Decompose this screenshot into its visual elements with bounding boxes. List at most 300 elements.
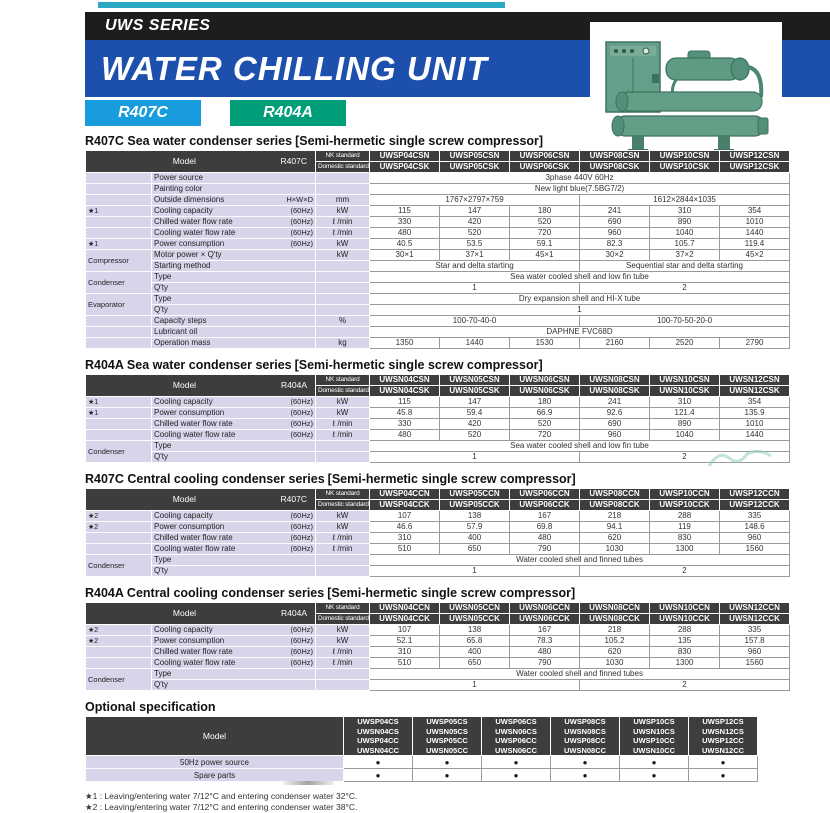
model-code: UWSP05CS	[426, 717, 468, 726]
unit-label: ℓ /min	[316, 544, 370, 555]
section-title-bracket: [Semi-hermetic single screw compressor]	[327, 586, 576, 600]
unit-label: kW	[316, 511, 370, 522]
model-code: UWSN06CSK	[510, 386, 580, 397]
model-code: UWSP05CCN	[440, 489, 510, 500]
row-label: Q'ty	[154, 282, 168, 292]
row-label-cell	[152, 283, 316, 294]
model-code: UWSP04CCN	[370, 489, 440, 500]
value-cell: 46.6	[370, 522, 440, 533]
value-cell: 720	[510, 430, 580, 441]
unit-label	[316, 305, 370, 316]
table-header-row	[86, 151, 790, 162]
section-title-bracket: [Semi-hermetic single screw compressor]	[294, 358, 543, 372]
table-row	[86, 647, 790, 658]
table-row	[86, 636, 790, 647]
value-cell: 138	[440, 511, 510, 522]
value-cell: 1560	[720, 544, 790, 555]
value-cell: 218	[580, 511, 650, 522]
model-code: UWSP08CSK	[580, 162, 650, 173]
row-label-cell	[152, 625, 316, 636]
section-title-text: R404A Sea water condenser series	[85, 358, 292, 372]
row-sublabel: (60Hz)	[290, 544, 314, 554]
row-label: Power consumption	[154, 521, 225, 531]
model-code: UWSN04CSN	[370, 375, 440, 386]
group-label	[86, 647, 152, 658]
model-code: UWSP10CSK	[650, 162, 720, 173]
row-sublabel: H×W×D	[286, 195, 314, 205]
row-label: 50Hz power source	[86, 756, 344, 769]
model-label: Model	[172, 156, 196, 167]
table-row	[86, 533, 790, 544]
model-code: UWSN10CSN	[650, 375, 720, 386]
row-label-cell	[152, 430, 316, 441]
group-label: Evaporator	[86, 294, 152, 316]
unit-label	[316, 283, 370, 294]
unit-label: kW	[316, 239, 370, 250]
model-header-inner	[88, 609, 313, 618]
row-label-wrap	[154, 453, 313, 461]
row-label-cell	[152, 680, 316, 691]
model-code: UWSN04CSK	[370, 386, 440, 397]
model-header-cell: Model	[86, 717, 344, 756]
value-cell: 94.1	[580, 522, 650, 533]
row-label-cell	[152, 228, 316, 239]
model-code: UWSN05CCK	[440, 614, 510, 625]
unit-label	[316, 441, 370, 452]
group-label	[86, 184, 152, 195]
model-code: UWSP05CCK	[440, 500, 510, 511]
model-code: UWSN06CCK	[510, 614, 580, 625]
availability-dot: ●	[344, 756, 413, 769]
model-code: UWSP10CCK	[650, 500, 720, 511]
value-cell: 354	[720, 397, 790, 408]
table-row	[86, 419, 790, 430]
unit-label: ℓ /min	[316, 228, 370, 239]
group-label	[86, 533, 152, 544]
model-code: UWSP12CC	[702, 736, 744, 745]
value-cell: 960	[720, 533, 790, 544]
table-row	[86, 305, 790, 316]
table-row	[86, 397, 790, 408]
model-code: UWSN05CC	[425, 745, 469, 755]
model-code: UWSN05CS	[426, 726, 468, 736]
unit-label: %	[316, 316, 370, 327]
value-cell: 890	[650, 217, 720, 228]
model-code: UWSN12CC	[701, 745, 745, 755]
table-row	[86, 511, 790, 522]
value-cell-span3: 1	[370, 452, 580, 463]
row-label-cell	[152, 511, 316, 522]
row-sublabel: (60Hz)	[290, 419, 314, 429]
row-label-cell	[152, 338, 316, 349]
standard-label: Domestic standard	[316, 500, 370, 511]
section-title	[85, 134, 761, 148]
value-cell: 310	[370, 647, 440, 658]
row-label: Capacity steps	[154, 315, 207, 325]
table-row	[86, 261, 790, 272]
group-label	[86, 217, 152, 228]
row-label-wrap	[154, 523, 313, 531]
table-row	[86, 217, 790, 228]
model-label: Model	[172, 380, 197, 391]
model-header-cell	[86, 489, 316, 511]
unit-label: kW	[316, 636, 370, 647]
value-cell-span6: Sea water cooled shell and low fin tube	[370, 441, 790, 452]
model-code-stack	[689, 717, 758, 756]
value-cell: 1040	[650, 228, 720, 239]
row-label-cell	[152, 452, 316, 463]
model-code-stack	[482, 717, 551, 756]
model-code: UWSP12CS	[702, 717, 744, 726]
row-label-wrap	[154, 409, 313, 417]
model-code: UWSP06CS	[495, 717, 537, 726]
value-cell-span6: Sea water cooled shell and low fin tube	[370, 272, 790, 283]
model-code: UWSN06CSN	[510, 375, 580, 386]
spec-table	[85, 602, 790, 691]
unit-label: ℓ /min	[316, 658, 370, 669]
standard-label: NK standard	[316, 151, 370, 162]
value-cell-span3: 1	[370, 283, 580, 294]
unit-label	[316, 272, 370, 283]
value-cell: 138	[440, 625, 510, 636]
value-cell: 45×1	[510, 250, 580, 261]
value-cell: 52.1	[370, 636, 440, 647]
unit-label: ℓ /min	[316, 217, 370, 228]
model-code: UWSN06CCN	[510, 603, 580, 614]
value-cell: 480	[370, 228, 440, 239]
availability-dot: ●	[413, 756, 482, 769]
row-label-wrap	[154, 240, 313, 248]
value-cell: 241	[580, 397, 650, 408]
star-mark	[86, 239, 152, 250]
model-code: UWSP08CCK	[580, 500, 650, 511]
model-code-stack	[413, 717, 482, 756]
value-cell: 45×2	[720, 250, 790, 261]
model-code: UWSN10CCK	[650, 614, 720, 625]
value-cell: 157.8	[720, 636, 790, 647]
row-label: Type	[154, 554, 172, 564]
value-cell-span6: Water cooled shell and finned tubes	[370, 555, 790, 566]
star-symbol: ★1	[88, 207, 99, 215]
star-symbol: ★2	[88, 523, 99, 531]
group-label: Condenser	[86, 555, 152, 577]
row-label: Type	[154, 668, 172, 678]
value-cell: 960	[580, 430, 650, 441]
model-code: UWSP10CSN	[650, 151, 720, 162]
spec-section	[85, 472, 780, 577]
spec-section	[85, 586, 780, 691]
unit-label: ℓ /min	[316, 430, 370, 441]
model-code: UWSN05CSN	[440, 375, 510, 386]
row-label-wrap	[154, 556, 313, 564]
row-label: Q'ty	[154, 304, 168, 314]
table-row	[86, 250, 790, 261]
unit-label: ℓ /min	[316, 533, 370, 544]
row-label-cell	[152, 408, 316, 419]
value-cell: 690	[580, 419, 650, 430]
value-cell: 690	[580, 217, 650, 228]
value-cell: 107	[370, 625, 440, 636]
model-code: UWSP12CCN	[720, 489, 790, 500]
row-label-wrap	[154, 626, 313, 634]
model-header-inner	[88, 381, 313, 390]
model-code: UWSN12CSN	[720, 375, 790, 386]
row-label: Spare parts	[86, 769, 344, 782]
value-cell: 480	[510, 647, 580, 658]
table-row	[86, 769, 758, 782]
value-cell: 40.5	[370, 239, 440, 250]
availability-dot: ●	[482, 756, 551, 769]
value-cell: 121.4	[650, 408, 720, 419]
model-code: UWSP12CSN	[720, 151, 790, 162]
value-cell: 37×1	[440, 250, 510, 261]
star-symbol: ★2	[88, 512, 99, 520]
row-sublabel: (60Hz)	[290, 206, 314, 216]
value-cell: 1350	[370, 338, 440, 349]
model-code: UWSP08CS	[564, 717, 606, 726]
group-label	[86, 419, 152, 430]
star-mark	[86, 522, 152, 533]
row-label-cell	[152, 327, 316, 338]
row-sublabel: (60Hz)	[290, 522, 314, 532]
model-code: UWSP12CSK	[720, 162, 790, 173]
star-mark	[86, 625, 152, 636]
model-code: UWSP08CCN	[580, 489, 650, 500]
model-code: UWSP08CC	[564, 736, 606, 745]
row-label-wrap	[154, 398, 313, 406]
row-label-cell	[152, 217, 316, 228]
row-sublabel: (60Hz)	[290, 217, 314, 227]
model-label: Model	[172, 494, 196, 505]
table-header-row	[86, 603, 790, 614]
standard-label: Domestic standard	[316, 386, 370, 397]
row-sublabel: (60Hz)	[290, 533, 314, 543]
value-cell: 180	[510, 397, 580, 408]
value-cell-span3: 1767×2797×759	[370, 195, 580, 206]
value-cell: 119.4	[720, 239, 790, 250]
value-cell-span6: Water cooled shell and finned tubes	[370, 669, 790, 680]
value-cell: 354	[720, 206, 790, 217]
star-mark	[86, 206, 152, 217]
table-row	[86, 452, 790, 463]
model-code: UWSN08CC	[563, 745, 607, 755]
standard-label: NK standard	[316, 489, 370, 500]
group-label	[86, 316, 152, 327]
value-cell: 288	[650, 625, 720, 636]
model-code: UWSN04CCN	[370, 603, 440, 614]
unit-label	[316, 669, 370, 680]
row-label-cell	[152, 261, 316, 272]
row-label: Power source	[154, 172, 203, 182]
value-cell: 2160	[580, 338, 650, 349]
value-cell: 135.9	[720, 408, 790, 419]
model-code: UWSP05CSN	[440, 151, 510, 162]
row-label-cell	[152, 173, 316, 184]
tab-r404a-label: R404A	[263, 104, 313, 121]
value-cell: 57.9	[440, 522, 510, 533]
model-code: UWSN10CS	[633, 726, 675, 736]
unit-label: mm	[316, 195, 370, 206]
value-cell: 1030	[580, 544, 650, 555]
value-cell: 2790	[720, 338, 790, 349]
green-ink-stamp-mark	[705, 444, 775, 479]
value-cell: 119	[650, 522, 720, 533]
row-label-cell	[152, 533, 316, 544]
table-row	[86, 338, 790, 349]
star-symbol: ★2	[88, 626, 99, 634]
tab-r407c-label: R407C	[118, 104, 168, 121]
star-symbol: ★1	[88, 409, 99, 417]
row-sublabel: (60Hz)	[290, 658, 314, 668]
row-label: Cooling capacity	[154, 510, 213, 520]
unit-label: kW	[316, 408, 370, 419]
value-cell: 148.6	[720, 522, 790, 533]
model-code: UWSP06CC	[495, 736, 537, 745]
unit-label: ℓ /min	[316, 419, 370, 430]
model-code: UWSN12CS	[702, 726, 744, 736]
unit-label: kW	[316, 206, 370, 217]
value-cell: 2520	[650, 338, 720, 349]
row-label: Operation mass	[154, 337, 211, 347]
table-row	[86, 625, 790, 636]
row-label-wrap	[154, 339, 313, 347]
value-cell-span3: 2	[580, 566, 790, 577]
value-cell: 115	[370, 206, 440, 217]
row-label: Cooling water flow rate	[154, 543, 236, 553]
model-code: UWSN12CCN	[720, 603, 790, 614]
value-cell: 105.7	[650, 239, 720, 250]
spec-section	[85, 358, 780, 463]
unit-label	[316, 566, 370, 577]
model-code-stack	[620, 717, 689, 756]
row-label-cell	[152, 522, 316, 533]
row-label: Cooling capacity	[154, 205, 213, 215]
value-cell: 330	[370, 419, 440, 430]
value-cell: 330	[370, 217, 440, 228]
model-code: UWSP04CC	[357, 736, 399, 745]
value-cell: 1030	[580, 658, 650, 669]
value-cell: 78.3	[510, 636, 580, 647]
model-code: UWSN04CCK	[370, 614, 440, 625]
unit-label	[316, 294, 370, 305]
model-header-cell	[86, 151, 316, 173]
group-label: Condenser	[86, 441, 152, 463]
row-label-wrap	[154, 262, 313, 270]
value-cell-span3: 2	[580, 680, 790, 691]
value-cell: 147	[440, 397, 510, 408]
value-cell: 69.8	[510, 522, 580, 533]
row-label-wrap	[154, 273, 313, 281]
row-label-wrap	[154, 218, 313, 226]
unit-label	[316, 555, 370, 566]
row-label-wrap	[154, 512, 313, 520]
page-title: WATER CHILLING UNIT	[101, 49, 488, 87]
row-sublabel: (60Hz)	[290, 636, 314, 646]
value-cell: 180	[510, 206, 580, 217]
value-cell: 167	[510, 625, 580, 636]
row-sublabel: (60Hz)	[290, 430, 314, 440]
model-code: UWSP06CCN	[510, 489, 580, 500]
row-label: Q'ty	[154, 565, 168, 575]
value-cell: 830	[650, 647, 720, 658]
table-row	[86, 316, 790, 327]
row-label-cell	[152, 669, 316, 680]
model-code: UWSN08CSN	[580, 375, 650, 386]
row-label-wrap	[154, 207, 313, 215]
row-label-cell	[152, 250, 316, 261]
row-label-cell	[152, 316, 316, 327]
tab-r404a	[230, 100, 346, 126]
model-code: UWSN10CSK	[650, 386, 720, 397]
value-cell: 310	[370, 533, 440, 544]
standard-label: NK standard	[316, 603, 370, 614]
row-label: Cooling water flow rate	[154, 227, 236, 237]
row-label: Cooling capacity	[154, 624, 213, 634]
unit-label	[316, 327, 370, 338]
model-header-inner	[88, 495, 313, 504]
value-cell-span6: Dry expansion shell and HI-X tube	[370, 294, 790, 305]
value-cell: 288	[650, 511, 720, 522]
availability-dot: ●	[551, 769, 620, 782]
value-cell: 30×1	[370, 250, 440, 261]
model-code: UWSN05CSK	[440, 386, 510, 397]
value-cell: 960	[580, 228, 650, 239]
row-sublabel: (60Hz)	[290, 239, 314, 249]
value-cell: 147	[440, 206, 510, 217]
value-cell-span3: 2	[580, 452, 790, 463]
refrigerant-label: R407C	[280, 156, 308, 167]
row-label-wrap	[154, 174, 313, 182]
row-label: Outside dimensions	[154, 194, 225, 204]
table-row	[86, 327, 790, 338]
value-cell: 241	[580, 206, 650, 217]
value-cell: 650	[440, 544, 510, 555]
value-cell: 520	[440, 430, 510, 441]
row-label-cell	[152, 419, 316, 430]
row-label: Cooling water flow rate	[154, 429, 236, 439]
section-title-text: R407C Sea water condenser series	[85, 134, 293, 148]
model-code: UWSN08CS	[564, 726, 606, 736]
model-code-stack	[344, 717, 413, 756]
value-cell: 218	[580, 625, 650, 636]
unit-label: ℓ /min	[316, 647, 370, 658]
model-header-cell	[86, 603, 316, 625]
value-cell: 310	[650, 206, 720, 217]
row-label: Type	[154, 271, 172, 281]
value-cell-span3: Star and delta starting	[370, 261, 580, 272]
row-label: Cooling water flow rate	[154, 657, 236, 667]
value-cell: 310	[650, 397, 720, 408]
model-code: UWSP08CSN	[580, 151, 650, 162]
spec-section	[85, 134, 780, 349]
model-code: UWSN12CSK	[720, 386, 790, 397]
value-cell: 620	[580, 533, 650, 544]
group-label	[86, 658, 152, 669]
row-label-wrap	[154, 681, 313, 689]
value-cell: 82.3	[580, 239, 650, 250]
row-label-cell	[152, 184, 316, 195]
unit-label	[316, 184, 370, 195]
row-label: Chilled water flow rate	[154, 532, 233, 542]
row-label-cell	[152, 294, 316, 305]
section-title-bracket: [Semi-hermetic single screw compressor]	[327, 472, 576, 486]
value-cell: 107	[370, 511, 440, 522]
table-header-row	[86, 489, 790, 500]
model-code: UWSP05CC	[426, 736, 468, 745]
table-row	[86, 441, 790, 452]
model-code: UWSP04CSN	[370, 151, 440, 162]
model-code: UWSN10CC	[632, 745, 676, 755]
